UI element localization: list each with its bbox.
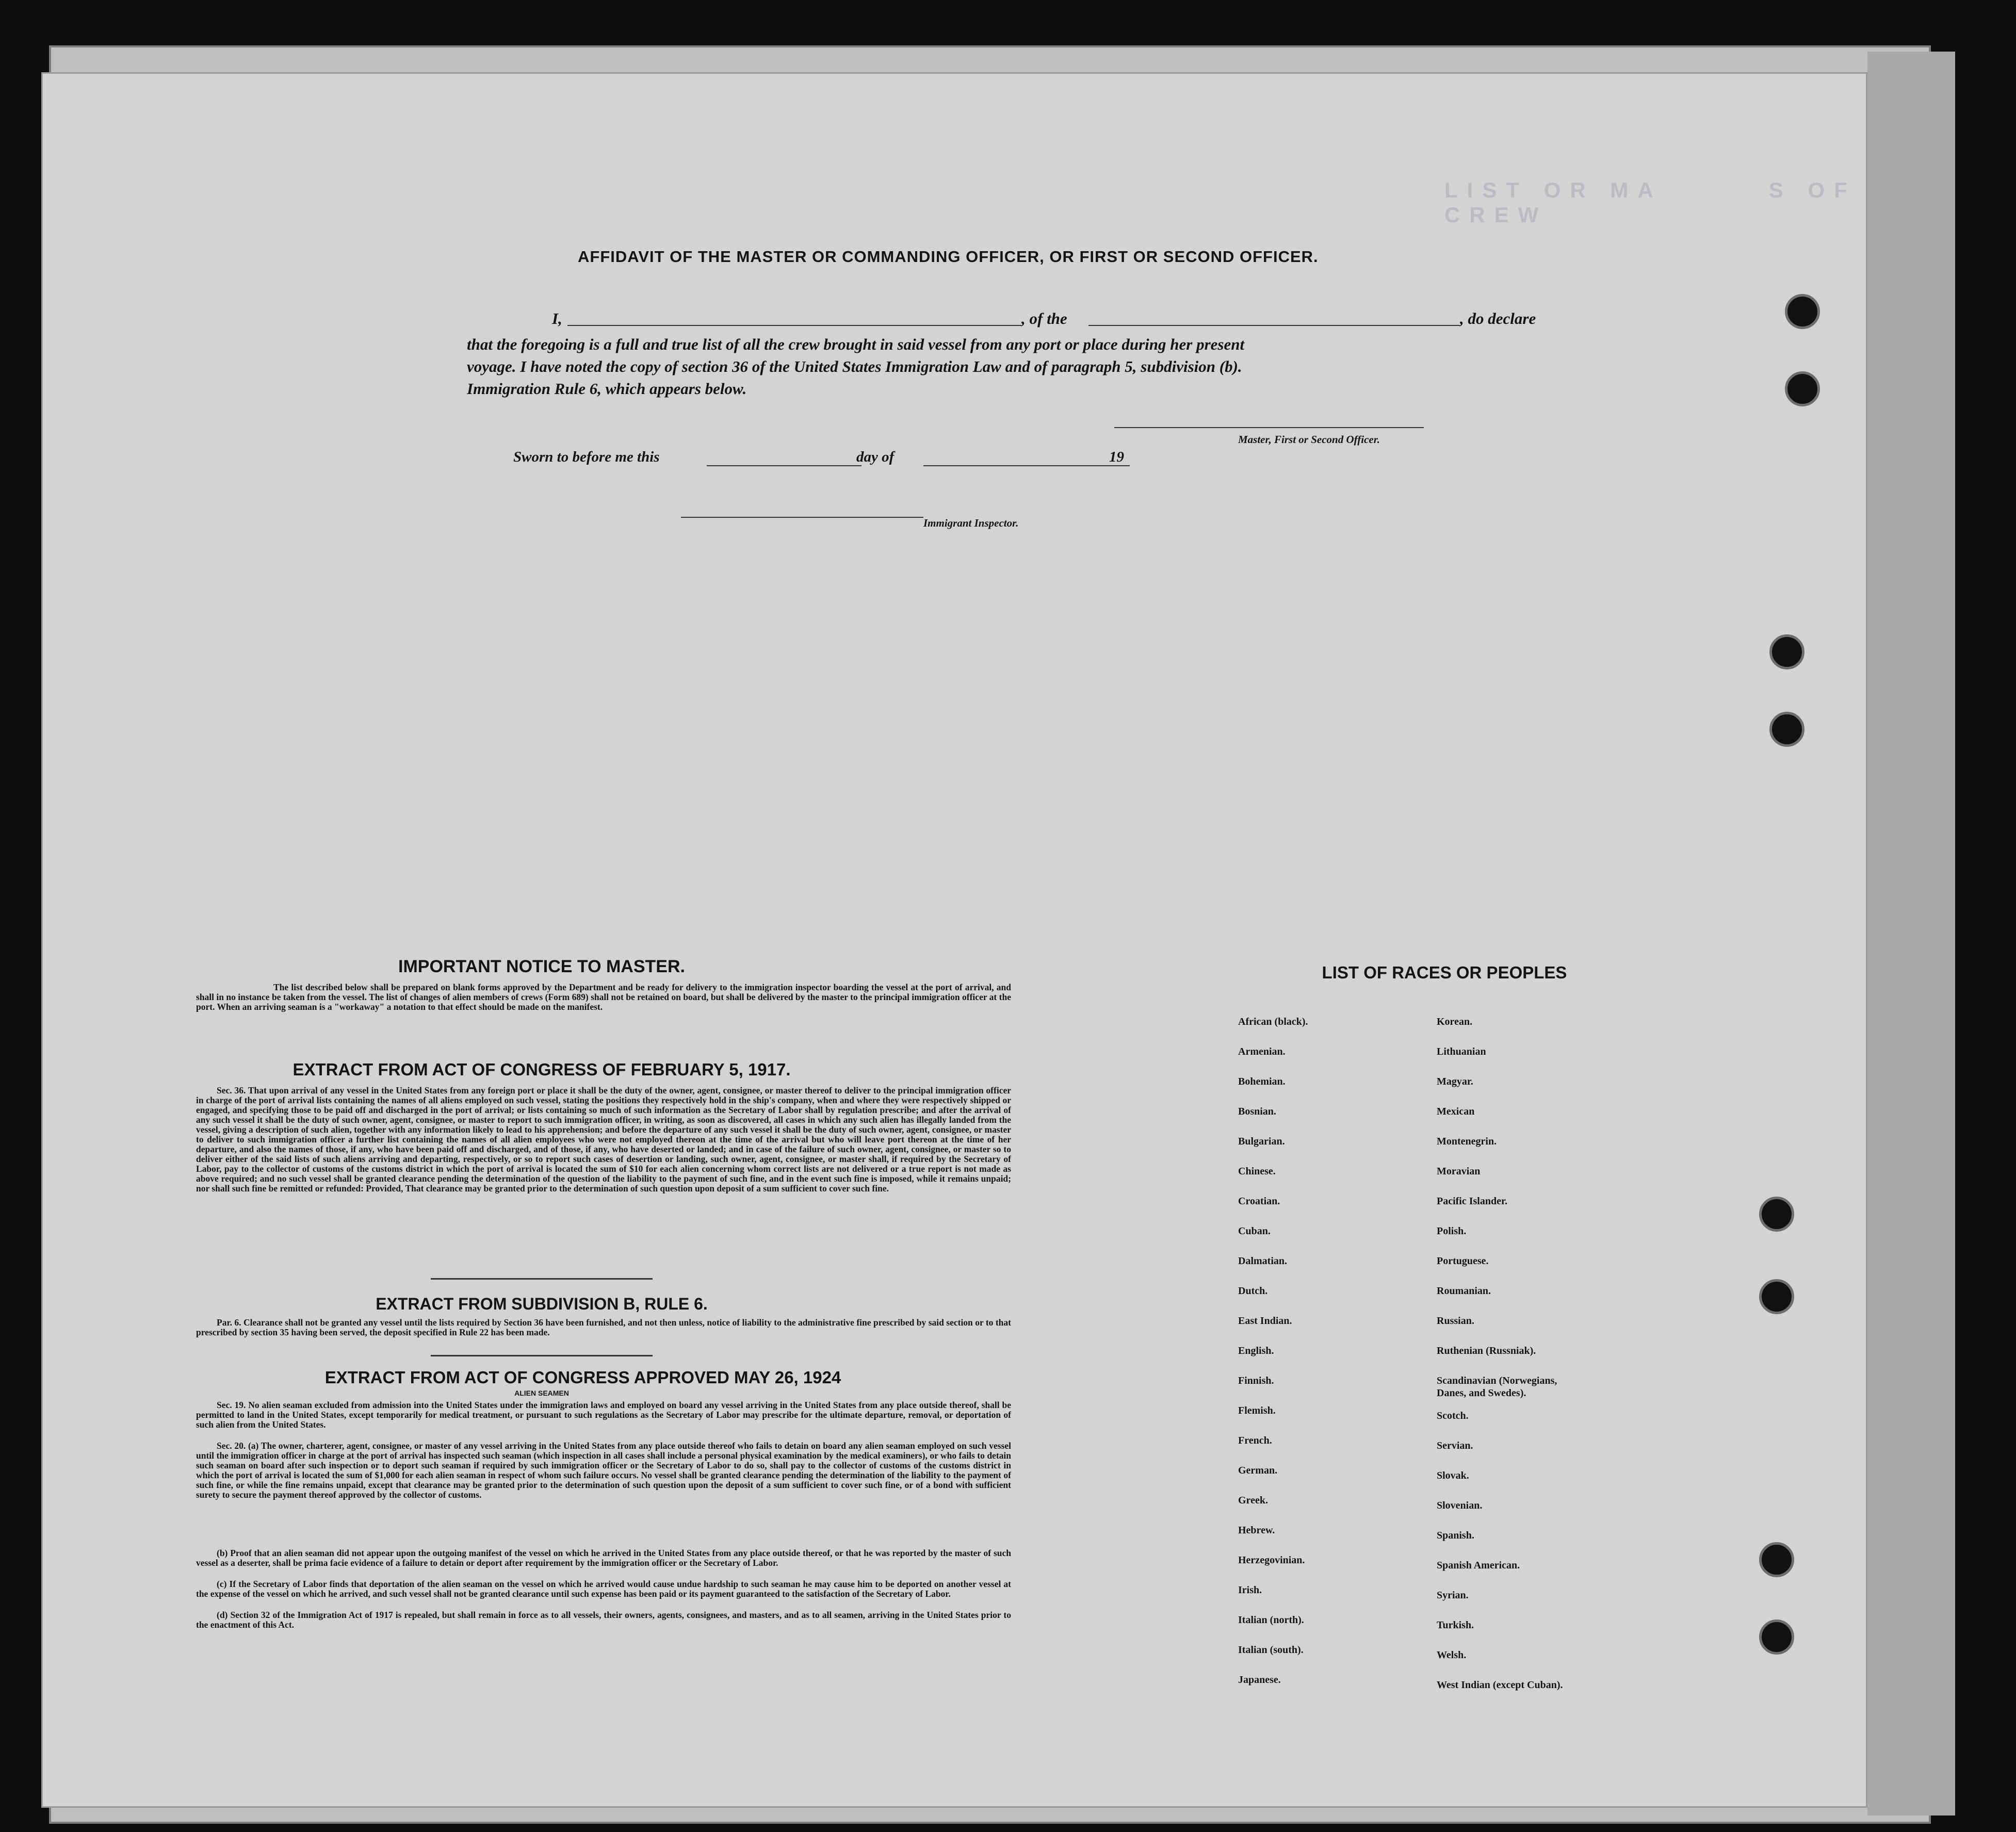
sworn-prefix: Sworn to before me this [513, 449, 660, 465]
extract-1924-sec20c: (c) If the Secretary of Labor finds that deportation of the alien seaman on the vessel on which he arrived would cause undue hardship to such seaman he may cause him to be deported on another vessel at the expense of the vessel on which he arrived, and such vessel shall not be granted clearance until such expense has been paid or its payment guaranteed to the satisfaction of the Secretary of Labor. [196, 1579, 1011, 1599]
affidavit-of-the: , of the [1021, 309, 1067, 328]
race-item: Syrian. [1437, 1590, 1469, 1601]
punch-hole [1759, 1542, 1794, 1577]
race-item: West Indian (except Cuban). [1437, 1679, 1563, 1691]
race-item: Welsh. [1437, 1649, 1467, 1661]
race-item: Ruthenian (Russniak). [1437, 1345, 1536, 1356]
race-item: Korean. [1437, 1016, 1473, 1027]
extract-1924-subtitle: ALIEN SEAMEN [514, 1389, 569, 1397]
sworn-month-blank [923, 465, 1130, 466]
bleed-through-text [310, 162, 323, 180]
race-item: Chinese. [1238, 1166, 1276, 1177]
master-signature-line [1114, 427, 1424, 428]
race-item: Italian (south). [1238, 1644, 1304, 1656]
race-item: Armenian. [1238, 1046, 1286, 1057]
master-caption: Master, First or Second Officer. [1238, 433, 1380, 446]
inspector-signature-line [681, 517, 923, 518]
race-item: Polish. [1437, 1225, 1467, 1237]
affidavit-text-line2: that the foregoing is a full and true list of all the crew brought in said vessel from any port or place during her present [467, 335, 1245, 353]
affidavit-declare: , do declare [1460, 309, 1536, 328]
race-item: Scotch. [1437, 1410, 1469, 1421]
divider-2 [431, 1355, 653, 1356]
punch-hole [1769, 634, 1804, 669]
race-item: Herzegovinian. [1238, 1555, 1305, 1566]
race-item: Flemish. [1238, 1405, 1276, 1416]
inspector-caption: Immigrant Inspector. [923, 517, 1019, 529]
sheet-edge [1867, 52, 1955, 1815]
extract-1917-body: Sec. 36. That upon arrival of any vessel in the United States from any foreign port or place it shall be the duty of the owner, agent, consignee, or master thereof to deliver to the principal immigration officer in charge of the port of arrival lists containing the names of all aliens employed on such vessel, stating the positions they respectively hold in the ship's company, when and where they were respectively shipped or engaged, and specifying those to be paid off and discharged in the port of arrival; or lists containing so much of such information as the Secretary of Labor shall by regulation prescribe; and after the arrival of any such vessel it shall be the duty of such owner, agent, consignee, or master to report to such immigration officer, in writing, as soon as discovered, all cases in which any such alien has illegally landed from the vessel, giving a description of such alien, together with any information likely to lead to his apprehension; and before the departure of any such vessel it shall be the duty of such owner, agent, consignee, or master to deliver to such immigration officer a further list containing the names of all alien employees who were not employed thereon at the time of the arrival but who will leave port thereon at the time of her departure, and also the names of those, if any, who have been paid off and discharged, and of those, if any, who have deserted or landed; and in case of the failure of such owner, agent, consignee, or master so to deliver either of the said lists of such aliens arriving and departing, respectively, or so to report such cases of desertion or landing, such owner, agent, consignee, or master shall, if required by the Secretary of Labor, pay to the collector of customs of the customs district in which the port of arrival is located the sum of $10 for each alien concerning whom correct lists are not delivered or a true report is not made as above required; and no such vessel shall be granted clearance pending the determination of the question of the liability to the payment of such fine, and in the event such fine is imposed, while it remains unpaid; nor shall such fine be remitted or refunded: Provided, That clearance may be granted prior to the determination of such question upon deposit of a sum sufficient to cover such fine. [196, 1085, 1011, 1193]
race-item: Portuguese. [1437, 1255, 1489, 1267]
race-item: Irish. [1238, 1584, 1262, 1596]
race-item: Scandinavian (Norwegians, [1437, 1375, 1557, 1386]
race-item: Pacific Islander. [1437, 1196, 1508, 1207]
affidavit-title: AFFIDAVIT OF THE MASTER OR COMMANDING OFFICER, OR FIRST OR SECOND OFFICER. [578, 248, 1319, 266]
race-item: Italian (north). [1238, 1614, 1304, 1626]
race-item: Finnish. [1238, 1375, 1274, 1386]
race-item: Russian. [1437, 1315, 1474, 1327]
sworn-year-prefix: 19 [1109, 449, 1124, 465]
races-title: LIST OF RACES OR PEOPLES [1322, 963, 1567, 982]
race-item: Slovenian. [1437, 1500, 1483, 1511]
race-item: French. [1238, 1435, 1272, 1446]
notice-title: IMPORTANT NOTICE TO MASTER. [398, 957, 685, 976]
race-item: Bulgarian. [1238, 1136, 1285, 1147]
race-item: Montenegrin. [1437, 1136, 1497, 1147]
race-item: Spanish. [1437, 1530, 1474, 1541]
race-item: Japanese. [1238, 1674, 1281, 1686]
extract-1924-sec19: Sec. 19. No alien seaman excluded from admission into the United States under the immigration laws and employed on board any vessel arriving in the United States from any place outside thereof, shall be permitted to land in the United States, except temporarily for medical treatment, or pursuant to such regulations as the Secretary of Labor may prescribe for the ultimate departure, removal, or deportation of such alien from the United States. [196, 1400, 1011, 1430]
race-item: Danes, and Swedes). [1437, 1387, 1526, 1399]
punch-hole [1759, 1620, 1794, 1655]
race-item: East Indian. [1238, 1315, 1292, 1327]
master-name-blank [567, 325, 1021, 326]
affidavit-text-line3: voyage. I have noted the copy of section 36 of the United States Immigration Law and of paragraph 5, subdivision (b). [467, 357, 1242, 375]
race-item: Slovak. [1437, 1470, 1469, 1481]
punch-hole [1785, 371, 1820, 406]
extract-1924-sec20b: (b) Proof that an alien seaman did not appear upon the outgoing manifest of the vessel on which he arrived in the United States from any place outside thereof, or that he was reported by the master of such vessel as a deserter, shall be prima facie evidence of a failure to detain or deport after requirement by the immigration officer or the Secretary of Labor. [196, 1548, 1011, 1568]
race-item: English. [1238, 1345, 1274, 1356]
race-item: Dalmatian. [1238, 1255, 1287, 1267]
race-item: Spanish American. [1437, 1560, 1520, 1571]
race-item: Dutch. [1238, 1285, 1268, 1297]
punch-hole [1759, 1197, 1794, 1232]
divider-1 [431, 1278, 653, 1280]
bleed-through-heading: LIST OR MA S OF CREW [1444, 178, 1857, 227]
race-item: Lithuanian [1437, 1046, 1486, 1057]
vessel-name-blank [1088, 325, 1460, 326]
race-item: Hebrew. [1238, 1525, 1275, 1536]
punch-hole [1785, 294, 1820, 329]
race-item: Bohemian. [1238, 1076, 1286, 1087]
extract-1924-sec20: Sec. 20. (a) The owner, charterer, agent, consignee, or master of any vessel arriving in the United States from any place outside thereof who fails to detain on board any alien seaman employed on such vessel until the immigration officer in charge at the port of arrival has inspected such seaman (which inspection in all cases shall include a personal physical examination by the medical examiners), or who fails to detain such seaman on board after such inspection or to deport such seaman if required by such immigration officer or the Secretary of Labor to do so, shall pay to the collector of customs of the customs district in which the port of arrival is located the sum of $1,000 for each alien seaman in respect of whom such failure occurs. No vessel shall be granted clearance pending the determination of the liability to the payment of such fine, or while the fine remains unpaid, except that clearance may be granted prior to the determination of such question upon the deposit of a sum sufficient to cover such fine, or of a bond with sufficient surety to secure the payment thereof approved by the collector of customs. [196, 1441, 1011, 1500]
manifest-page [41, 72, 1867, 1808]
race-item: Roumanian. [1437, 1285, 1491, 1297]
race-item: Croatian. [1238, 1196, 1280, 1207]
extract-1924-sec20d: (d) Section 32 of the Immigration Act of 1917 is repealed, but shall remain in force as to all vessels, their owners, agents, consignees, and masters, and as to all seamen, arriving in the United States prior to the enactment of this Act. [196, 1610, 1011, 1630]
sworn-day-of: day of [856, 449, 895, 465]
affidavit-i: I, [552, 309, 562, 328]
notice-body: The list described below shall be prepared on blank forms approved by the Department and be ready for delivery to the immigration inspector boarding the vessel at the port of arrival, and shall in no instance be taken from the vessel. The list of changes of alien members of crews (Form 689) shall not be retained on board, but shall be delivered by the master to the principal immigration officer at the port. When an arriving seaman is a "workaway" a notation to that effect should be made on the manifest. [196, 982, 1011, 1012]
extract-rule6-title: EXTRACT FROM SUBDIVISION B, RULE 6. [376, 1295, 708, 1313]
race-item: Cuban. [1238, 1225, 1271, 1237]
punch-hole [1769, 712, 1804, 747]
race-item: Mexican [1437, 1106, 1475, 1117]
extract-1924-title: EXTRACT FROM ACT OF CONGRESS APPROVED MAY 26, 1924 [324, 1368, 841, 1387]
extract-rule6-body: Par. 6. Clearance shall not be granted any vessel until the lists required by Section 36 have been furnished, and not then unless, notice of liability to the administrative fine prescribed by said section or to that prescribed by section 35 having been served, the deposit specified in Rule 22 has been made. [196, 1317, 1011, 1337]
race-item: Greek. [1238, 1495, 1268, 1506]
race-item: Turkish. [1437, 1620, 1474, 1631]
extract-1917-title: EXTRACT FROM ACT OF CONGRESS OF FEBRUARY 5, 1917. [292, 1060, 791, 1079]
affidavit-text-line4: Immigration Rule 6, which appears below. [467, 380, 747, 398]
race-item: Moravian [1437, 1166, 1481, 1177]
punch-hole [1759, 1279, 1794, 1314]
race-item: German. [1238, 1465, 1278, 1476]
sworn-day-blank [707, 465, 861, 466]
race-item: African (black). [1238, 1016, 1308, 1027]
race-item: Magyar. [1437, 1076, 1473, 1087]
race-item: Bosnian. [1238, 1106, 1276, 1117]
race-item: Servian. [1437, 1440, 1473, 1451]
